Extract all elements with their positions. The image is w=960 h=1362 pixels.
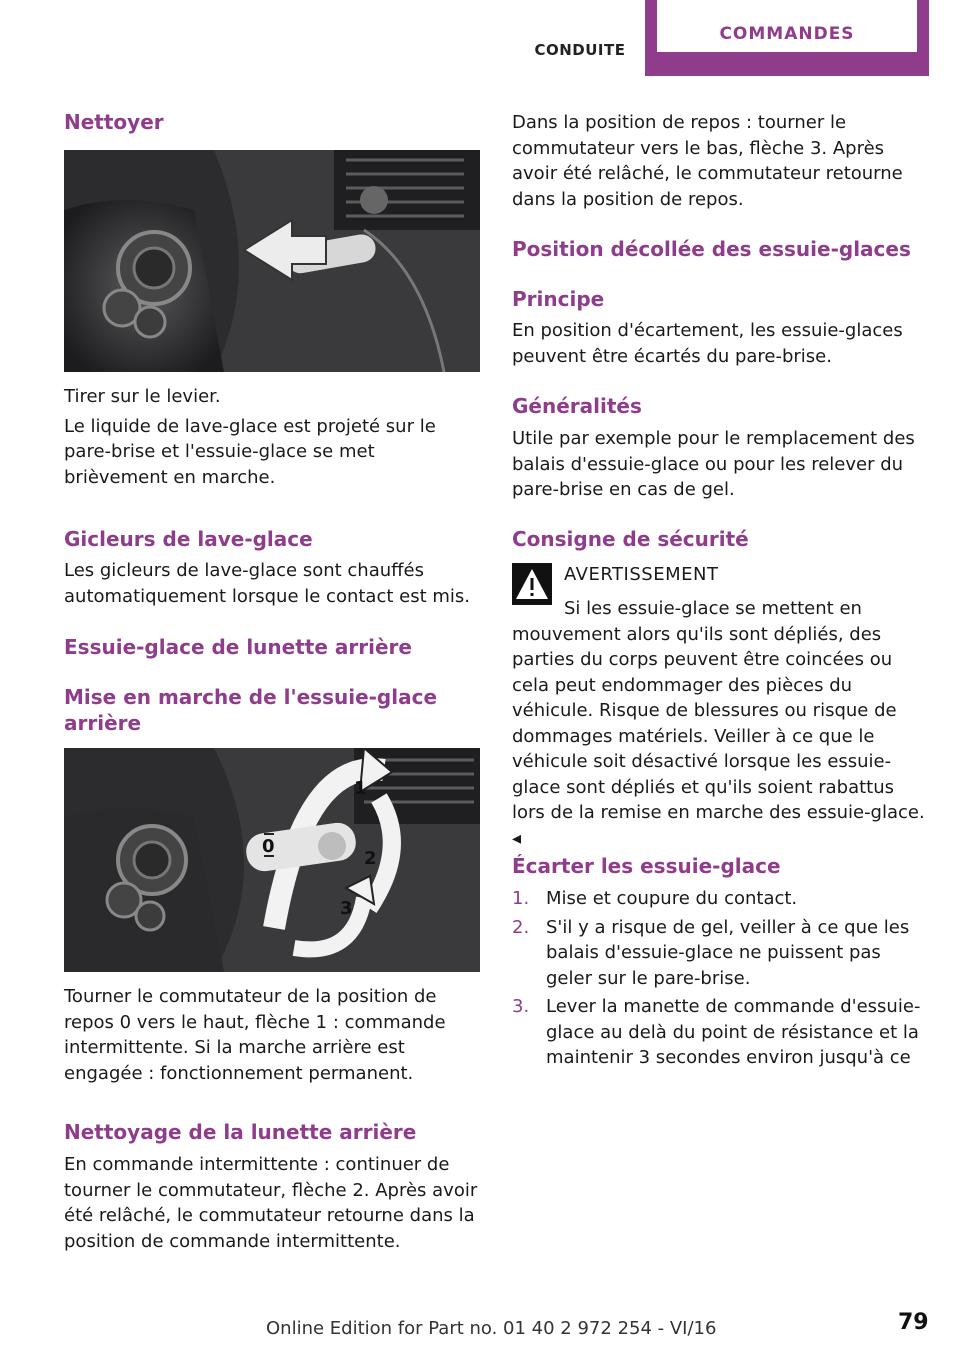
section-tabs xyxy=(0,0,960,76)
step-text: S'il y a risque de gel, veiller à ce que les balais d'essuie-glace ne puissent pas geler sur le pare-brise. xyxy=(546,916,910,989)
washer-lever-illustration xyxy=(64,150,480,372)
heading-generalites: Généralités xyxy=(512,394,642,418)
fig-label-0: 0 xyxy=(262,836,275,857)
heading-principe: Principe xyxy=(512,287,605,311)
text-gicleurs: Les gicleurs de lave-glace sont chauffés automatiquement lorsque le contact est mis. xyxy=(64,560,471,607)
heading-nettoyage: Nettoyage de la lunette arrière xyxy=(64,1120,417,1144)
tab-commandes[interactable] xyxy=(645,0,929,76)
heading-essuie-glace-arriere: Essuie-glace de lunette arrière xyxy=(64,635,412,659)
rear-wiper-illustration xyxy=(64,748,480,972)
heading-consigne: Consigne de sécurité xyxy=(512,527,749,551)
tab-conduite-label: CONDUITE xyxy=(534,41,626,59)
warning-text: Si les essuie-glace se mettent en mouvement alors qu'ils sont dépliés, des parties du corps peuvent être coincées ou cela peut endommager des pièces du véhicule. Risque de blessures ou risque de dommages matériels. Veiller à ce que le véhicule soit désactivé lorsque les essuie-glace sont dépliés et qu'ils soient rabattus lors de la remise en marche des essuie-glace. ◂ xyxy=(512,598,925,849)
heading-nettoyer: Nettoyer xyxy=(64,110,164,134)
list-item xyxy=(512,994,930,1071)
tab-conduite[interactable] xyxy=(516,14,644,58)
fig-label-1: 1 xyxy=(354,778,367,799)
fig-label-3: 3 xyxy=(340,898,353,919)
heading-ecarter: Écarter les essuie-glace xyxy=(512,854,781,878)
warning-title: AVERTISSEMENT xyxy=(564,564,719,585)
text-nettoyage: En commande intermittente : continuer de tourner le commutateur, flèche 2. Après avoir été relâché, le commutateur retourne dans la position de commande intermittente. xyxy=(64,1154,478,1252)
text-repos: Dans la position de repos : tourner le commutateur vers le bas, flèche 3. Après avoir été relâché, le commutateur retourne dans la position de repos. xyxy=(512,112,903,210)
text-tirer: Tirer sur le levier. xyxy=(64,386,221,407)
edition-text: Online Edition for Part no. 01 40 2 972 254 - VI/16 xyxy=(266,1318,717,1339)
text-liquide: Le liquide de lave-glace est projeté sur le pare-brise et l'essuie-glace se met brièvement en marche. xyxy=(64,415,436,488)
step-text: Lever la manette de commande d'essuie-glace au delà du point de résistance et la maintenir 3 secondes environ jusqu'à ce xyxy=(546,996,921,1068)
step-number: 1. xyxy=(512,888,530,909)
figure-washer-lever xyxy=(64,150,480,372)
step-number: 2. xyxy=(512,916,530,938)
fig-label-2: 2 xyxy=(364,848,377,869)
heading-gicleurs: Gicleurs de lave-glace xyxy=(64,527,313,551)
page-number: 79 xyxy=(898,1310,929,1335)
steps-list xyxy=(512,886,930,1071)
step-number: 3. xyxy=(512,996,530,1017)
list-item xyxy=(512,915,930,992)
heading-position-decollee: Position décollée des essuie-glaces xyxy=(512,237,911,261)
text-tourner: Tourner le commutateur de la position de repos 0 vers le haut, flèche 1 : commande intermittente. Si la marche arrière est engagée : fonctionnement permanent. xyxy=(64,986,446,1084)
text-generalites: Utile par exemple pour le remplacement des balais d'essuie-glace ou pour les relever du pare-brise en cas de gel. xyxy=(512,428,915,500)
list-item xyxy=(512,886,930,912)
tab-commandes-label: COMMANDES xyxy=(719,24,855,44)
text-principe: En position d'écartement, les essuie-glaces peuvent être écartés du pare-brise. xyxy=(512,320,903,367)
step-text: Mise et coupure du contact. xyxy=(546,888,798,909)
heading-mise-en-marche: Mise en marche de l'essuie-glace arrière xyxy=(64,685,438,735)
figure-rear-wiper-switch xyxy=(64,748,480,972)
